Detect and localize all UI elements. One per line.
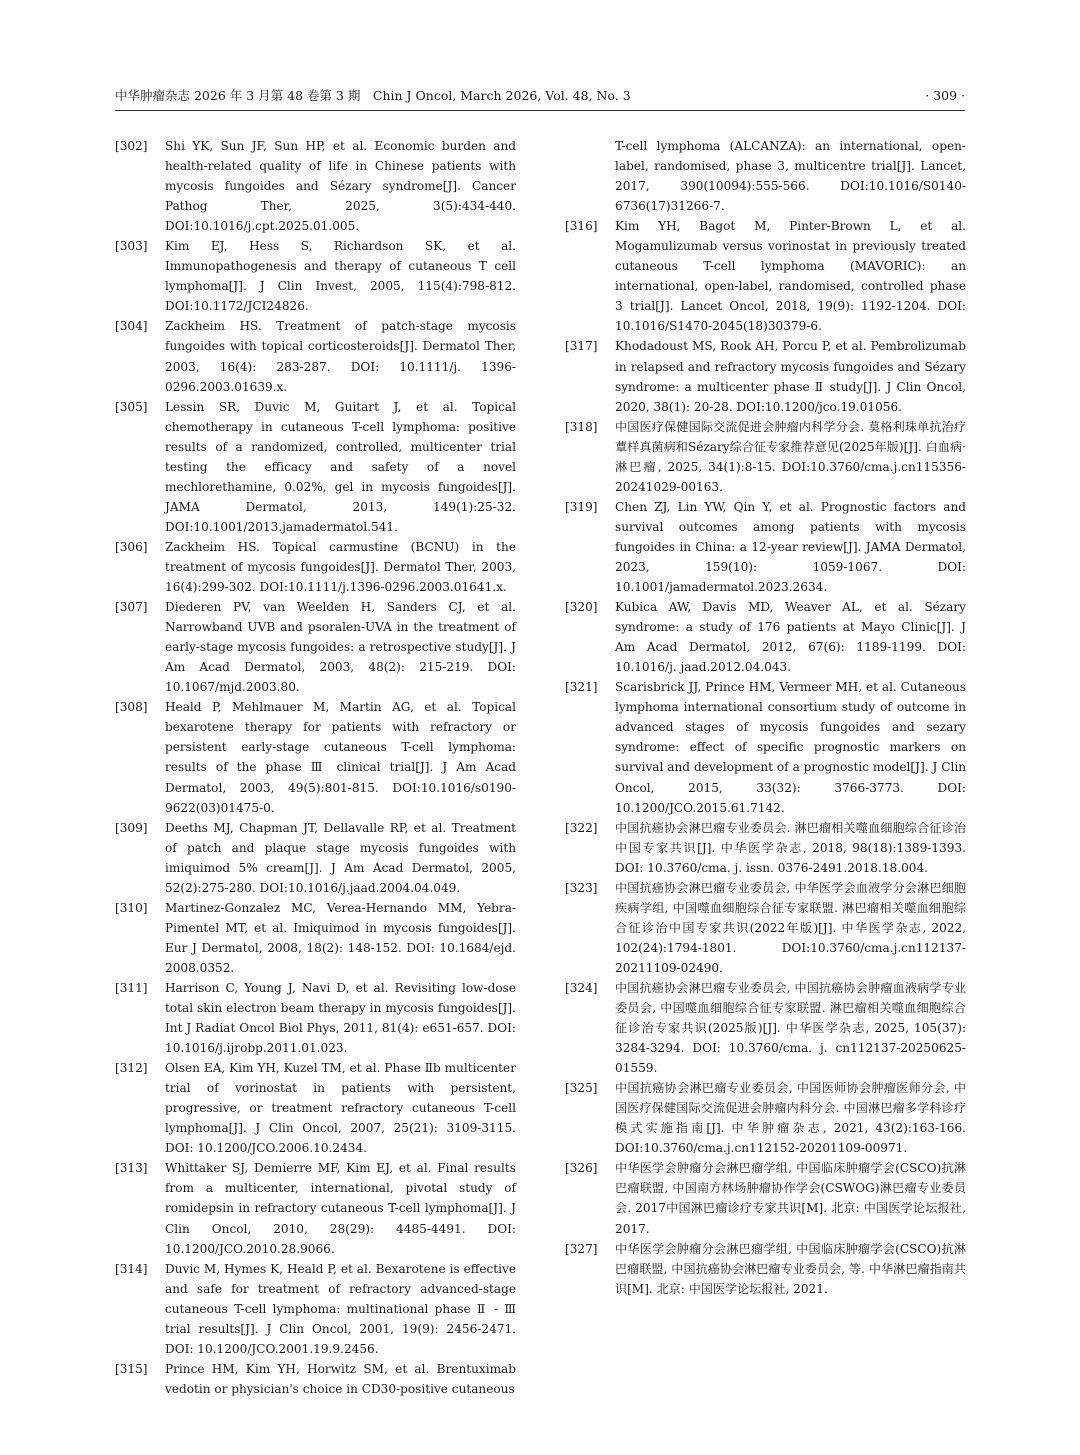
reference-number: [308] bbox=[115, 700, 148, 715]
reference-item bbox=[565, 597, 966, 677]
reference-text: Martinez-Gonzalez MC, Verea-Hernando MM, Yebra-Pimentel MT, et al. Imiquimod in mycosis fungoides[J]. Eur J Dermatol, 2008, 18(2): 148-152. DOI: 10.1684/ejd. 2008.0352. bbox=[165, 900, 516, 975]
reference-column-left bbox=[115, 136, 516, 1399]
reference-item bbox=[565, 1078, 966, 1158]
reference-text: T-cell lymphoma (ALCANZA): an international, open-label, randomised, phase 3, multicentre trial[J]. Lancet, 2017, 390(10094):555-566. DOI:10.1016/S0140-6736(17)31266-7. bbox=[615, 139, 966, 214]
reference-text: Zackheim HS. Treatment of patch-stage mycosis fungoides with topical corticosteroids[J]. Dermatol Ther, 2003, 16(4): 283-287. DOI: 10.1111/j. 1396-0296.2003.01639.x. bbox=[165, 319, 516, 394]
reference-number: [302] bbox=[115, 139, 148, 153]
reference-item bbox=[565, 417, 966, 497]
running-header bbox=[115, 84, 965, 111]
reference-text: 中国抗癌协会淋巴瘤专业委员会, 中华医学会血液学分会淋巴细胞疾病学组, 中国噬血细胞综合征专家联盟. 淋巴瘤相关噬血细胞综合征诊治中国专家共识(2022年版)[J]. 中华医学杂志, 2022, 102(24):1794-1801. DOI:10.3760/cma.j.cn112137-20211109-02490. bbox=[615, 880, 966, 975]
reference-text: Harrison C, Young J, Navi D, et al. Revisiting low-dose total skin electron beam therapy in mycosis fungoides[J]. Int J Radiat Oncol Biol Phys, 2011, 81(4): e651-657. DOI: 10.1016/j.ijrobp.2011.01.023. bbox=[165, 980, 516, 1056]
reference-item bbox=[115, 697, 516, 817]
reference-number: [316] bbox=[565, 219, 598, 234]
reference-text: Kim EJ, Hess S, Richardson SK, et al. Immunopathogenesis and therapy of cutaneous T cell lymphoma[J]. J Clin Invest, 2005, 115(4):798-812. DOI:10.1172/JCI24826. bbox=[165, 239, 516, 314]
reference-text: 中国抗癌协会淋巴瘤专业委员会, 中国抗癌协会肿瘤血液病学专业委员会, 中国噬血细胞综合征专家联盟. 淋巴瘤相关噬血细胞综合征诊治专家共识(2025版)[J]. 中华医学杂志, 2025, 105(37): 3284-3294. DOI: 10.3760/cma. j. cn112137-20250625-01559. bbox=[615, 980, 966, 1076]
reference-text: Shi YK, Sun JF, Sun HP, et al. Economic burden and health-related quality of life in Chinese patients with mycosis fungoides and Sézary syndrome[J]. Cancer Pathog Ther, 2025, 3(5):434-440. DOI:10.1016/j.cpt.2025.01.005. bbox=[165, 139, 516, 234]
reference-item bbox=[565, 1239, 966, 1299]
reference-item bbox=[115, 978, 516, 1058]
reference-text: Whittaker SJ, Demierre MF, Kim EJ, et al. Final results from a multicenter, international, pivotal study of romidepsin in refractory cutaneous T-cell lymphoma[J]. J Clin Oncol, 2010, 28(29): 4485-4491. DOI: 10.1200/JCO.2010.28.9066. bbox=[165, 1161, 516, 1256]
reference-number: [325] bbox=[565, 1081, 598, 1096]
reference-item bbox=[565, 818, 966, 878]
reference-number: [326] bbox=[565, 1161, 598, 1176]
reference-text: 中华医学会肿瘤分会淋巴瘤学组, 中国临床肿瘤学会(CSCO)抗淋巴瘤联盟, 中国抗癌协会淋巴瘤专业委员会, 等. 中华淋巴瘤指南共识[M]. 北京: 中国医学论坛报社, 2021. bbox=[615, 1241, 966, 1296]
reference-text: Scarisbrick JJ, Prince HM, Vermeer MH, et al. Cutaneous lymphoma international consortium study of outcome in advanced stages of mycosis fungoides and sezary syndrome: effect of specific prognostic markers on survival and development of a prognostic model[J]. J Clin Oncol, 2015, 33(32): 3766-3773. DOI: 10.1200/JCO.2015.61.7142. bbox=[615, 680, 966, 815]
reference-text: Zackheim HS. Topical carmustine (BCNU) in the treatment of mycosis fungoides[J]. Dermatol Ther, 2003, 16(4):299-302. DOI:10.1111/j.1396-0296.2003.01641.x. bbox=[165, 539, 516, 595]
reference-item bbox=[565, 136, 966, 216]
reference-number: [322] bbox=[565, 820, 598, 835]
reference-number: [311] bbox=[115, 980, 148, 995]
reference-number: [310] bbox=[115, 900, 148, 915]
page-number: · 309 · bbox=[925, 88, 965, 103]
reference-column-right bbox=[565, 136, 966, 1299]
reference-number: [307] bbox=[115, 600, 148, 615]
reference-text: 中国医疗保健国际交流促进会肿瘤内科学分会. 莫格利珠单抗治疗蕈样真菌病和Sézary综合征专家推荐意见(2025年版)[J]. 白血病·淋巴瘤, 2025, 34(1):8-15. DOI:10.3760/cma.j.cn115356-20241029-00163. bbox=[615, 419, 966, 494]
reference-item bbox=[115, 397, 516, 537]
reference-number: [306] bbox=[115, 539, 148, 554]
reference-number: [305] bbox=[115, 399, 148, 414]
reference-number: [324] bbox=[565, 980, 598, 995]
reference-item bbox=[115, 537, 516, 597]
reference-item bbox=[565, 497, 966, 597]
reference-item bbox=[565, 677, 966, 817]
reference-text: Khodadoust MS, Rook AH, Porcu P, et al. Pembrolizumab in relapsed and refractory mycosis fungoides and Sézary syndrome: a multicenter phase Ⅱ study[J]. J Clin Oncol, 2020, 38(1): 20-28. DOI:10.1200/jco.19.01056. bbox=[615, 339, 966, 414]
reference-number: [312] bbox=[115, 1061, 148, 1076]
reference-number: [309] bbox=[115, 820, 148, 835]
reference-item bbox=[115, 1359, 516, 1399]
reference-number: [303] bbox=[115, 239, 148, 254]
reference-text: Diederen PV, van Weelden H, Sanders CJ, et al. Narrowband UVB and psoralen-UVA in the treatment of early-stage mycosis fungoides: a retrospective study[J]. J Am Acad Dermatol, 2003, 48(2): 215-219. DOI: 10.1067/mjd.2003.80. bbox=[165, 600, 516, 695]
reference-item bbox=[115, 316, 516, 396]
reference-item bbox=[565, 1158, 966, 1238]
reference-item bbox=[115, 1158, 516, 1258]
reference-number: [315] bbox=[115, 1361, 148, 1376]
reference-number: [321] bbox=[565, 680, 598, 695]
reference-number: [318] bbox=[565, 419, 598, 434]
reference-number: [323] bbox=[565, 880, 598, 895]
reference-text: Chen ZJ, Lin YW, Qin Y, et al. Prognostic factors and survival outcomes among patients with mycosis fungoides in China: a 12-year review[J]. JAMA Dermatol, 2023, 159(10): 1059-1067. DOI: 10.1001/jamadermatol.2023.2634. bbox=[615, 499, 966, 595]
reference-item bbox=[115, 236, 516, 316]
reference-number: [304] bbox=[115, 319, 148, 334]
reference-number: [313] bbox=[115, 1161, 148, 1176]
reference-text: Prince HM, Kim YH, Horwitz SM, et al. Brentuximab vedotin or physician's choice in CD30-positive cutaneous bbox=[165, 1361, 516, 1396]
reference-text: 中国抗癌协会淋巴瘤专业委员会. 淋巴瘤相关噬血细胞综合征诊治中国专家共识[J]. 中华医学杂志, 2018, 98(18):1389-1393. DOI: 10.3760/cma. j. issn. 0376-2491.2018.18.004. bbox=[615, 820, 966, 875]
reference-item bbox=[115, 1058, 516, 1158]
reference-item bbox=[115, 818, 516, 898]
reference-number: [319] bbox=[565, 499, 598, 514]
reference-text: 中国抗癌协会淋巴瘤专业委员会, 中国医师协会肿瘤医师分会, 中国医疗保健国际交流促进会肿瘤内科分会. 中国淋巴瘤多学科诊疗模式实施指南[J]. 中华肿瘤杂志, 2021, 43(2):163-166. DOI:10.3760/cma.j.cn112152-20201109-00971. bbox=[615, 1081, 966, 1156]
reference-item bbox=[115, 597, 516, 697]
reference-text: Duvic M, Hymes K, Heald P, et al. Bexarotene is effective and safe for treatment of refractory advanced-stage cutaneous T-cell lymphoma: multinational phase Ⅱ - Ⅲ trial results[J]. J Clin Oncol, 2001, 19(9): 2456-2471. DOI: 10.1200/JCO.2001.19.9.2456. bbox=[165, 1261, 516, 1356]
reference-number: [327] bbox=[565, 1241, 598, 1256]
reference-number: [317] bbox=[565, 339, 598, 354]
reference-item bbox=[565, 336, 966, 416]
reference-text: Kubica AW, Davis MD, Weaver AL, et al. Sézary syndrome: a study of 176 patients at Mayo Clinic[J]. J Am Acad Dermatol, 2012, 67(6): 1189-1199. DOI: 10.1016/j. jaad.2012.04.043. bbox=[615, 600, 966, 675]
reference-item bbox=[115, 898, 516, 978]
reference-text: Kim YH, Bagot M, Pinter-Brown L, et al. Mogamulizumab versus vorinostat in previously treated cutaneous T-cell lymphoma (MAVORIC): an international, open-label, randomised, controlled phase 3 trial[J]. Lancet Oncol, 2018, 19(9): 1192-1204. DOI: 10.1016/S1470-2045(18)30379-6. bbox=[615, 219, 966, 334]
reference-text: Lessin SR, Duvic M, Guitart J, et al. Topical chemotherapy in cutaneous T-cell lymphoma: positive results of a randomized, controlled, multicenter trial testing the efficacy and safety of a novel mechlorethamine, 0.02%, gel in mycosis fungoides[J]. JAMA Dermatol, 2013, 149(1):25-32. DOI:10.1001/2013.jamadermatol.541. bbox=[165, 399, 516, 534]
journal-citation: 中华肿瘤杂志 2026 年 3 月第 48 卷第 3 期 Chin J Oncol, March 2026, Vol. 48, No. 3 bbox=[115, 88, 631, 103]
reference-number: [320] bbox=[565, 600, 598, 615]
reference-item bbox=[565, 216, 966, 336]
reference-item bbox=[565, 978, 966, 1078]
reference-item bbox=[565, 878, 966, 978]
reference-item bbox=[115, 1259, 516, 1359]
reference-number: [314] bbox=[115, 1261, 148, 1276]
reference-item bbox=[115, 136, 516, 236]
reference-text: Heald P, Mehlmauer M, Martin AG, et al. Topical bexarotene therapy for patients with refractory or persistent early-stage cutaneous T-cell lymphoma: results of the phase Ⅲ clinical trial[J]. J Am Acad Dermatol, 2003, 49(5):801-815. DOI:10.1016/s0190-9622(03)01475-0. bbox=[165, 700, 516, 815]
reference-text: Deeths MJ, Chapman JT, Dellavalle RP, et al. Treatment of patch and plaque stage mycosis fungoides with imiquimod 5% cream[J]. J Am Acad Dermatol, 2005, 52(2):275-280. DOI:10.1016/j.jaad.2004.04.049. bbox=[165, 820, 516, 895]
reference-text: 中华医学会肿瘤分会淋巴瘤学组, 中国临床肿瘤学会(CSCO)抗淋巴瘤联盟, 中国南方林场肿瘤协作学会(CSWOG)淋巴瘤专业委员会. 2017中国淋巴瘤诊疗专家共识[M]. 北京: 中国医学论坛报社, 2017. bbox=[615, 1161, 966, 1236]
reference-text: Olsen EA, Kim YH, Kuzel TM, et al. Phase Ⅱb multicenter trial of vorinostat in patients with persistent, progressive, or treatment refractory cutaneous T-cell lymphoma[J]. J Clin Oncol, 2007, 25(21): 3109-3115. DOI: 10.1200/JCO.2006.10.2434. bbox=[165, 1061, 516, 1156]
